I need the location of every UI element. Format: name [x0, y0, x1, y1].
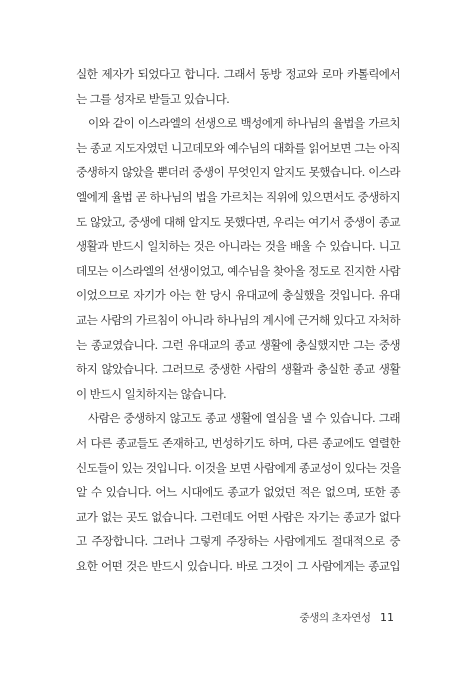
page-number: 11 [380, 611, 394, 624]
text-line: 이 반드시 일치하지는 않습니다. [76, 386, 227, 401]
text-line: 서 다른 종교들도 존재하고, 번성하기도 하며, 다른 종교에도 열렬한 [76, 435, 400, 450]
text-line: 신도들이 있는 것입니다. 이것을 보면 사람에게 종교성이 있다는 것을 [76, 460, 401, 475]
page-footer [300, 610, 394, 626]
text-line: 교는 사람의 가르침이 아니라 하나님의 계시에 근거해 있다고 자처하 [76, 312, 400, 327]
text-line: 는 종교 지도자였던 니고데모와 예수님의 대화를 읽어보면 그는 아직 [76, 140, 400, 155]
text-line: 실한 제자가 되었다고 합니다. 그래서 동방 정교와 로마 카톨릭에서 [76, 67, 400, 81]
text-line: 이었으므로 자기가 아는 한 당시 유대교에 충실했을 것입니다. 유대 [76, 288, 400, 303]
text-line: 하지 않았습니다. 그러므로 중생한 사람의 생활과 충실한 종교 생활 [76, 362, 400, 377]
text-line: 중생하지 않았을 뿐더러 중생이 무엇인지 알지도 못했습니다. 이스라 [76, 165, 400, 180]
text-line: 교가 없는 곳도 없습니다. 그런데도 어떤 사람은 자기는 종교가 없다 [76, 509, 400, 524]
running-title: 중생의 초자연성 [299, 612, 371, 624]
paragraph-first-line: 사람은 중생하지 않고도 종교 생활에 열심을 낼 수 있습니다. 그래 [88, 411, 400, 426]
text-line: 데모는 이스라엘의 선생이었고, 예수님을 찾아올 정도로 진지한 사람 [76, 263, 400, 278]
paragraph-first-line: 이와 같이 이스라엘의 선생으로 백성에게 하나님의 율법을 가르치 [88, 116, 400, 131]
text-line: 도 않았고, 중생에 대해 알지도 못했다면, 우리는 여기서 중생이 종교 [76, 214, 400, 229]
text-line: 알 수 있습니다. 어느 시대에도 종교가 없었던 적은 없으며, 또한 종 [76, 485, 400, 500]
text-line: 생활과 반드시 일치하는 것은 아니라는 것을 배울 수 있습니다. 니고 [76, 239, 400, 254]
text-line: 는 그를 성자로 받들고 있습니다. [76, 91, 230, 106]
text-line: 는 종교였습니다. 그런 유대교의 종교 생활에 충실했지만 그는 중생 [76, 337, 400, 352]
body-text [76, 62, 400, 578]
text-line: 요한 어떤 것은 반드시 있습니다. 바로 그것이 그 사람에게는 종교입 [76, 558, 400, 573]
text-line: 엘에게 율법 곧 하나님의 법을 가르치는 직위에 있으면서도 중생하지 [76, 189, 400, 204]
text-line: 고 주장합니다. 그러나 그렇게 주장하는 사람에게도 절대적으로 중 [76, 534, 400, 549]
